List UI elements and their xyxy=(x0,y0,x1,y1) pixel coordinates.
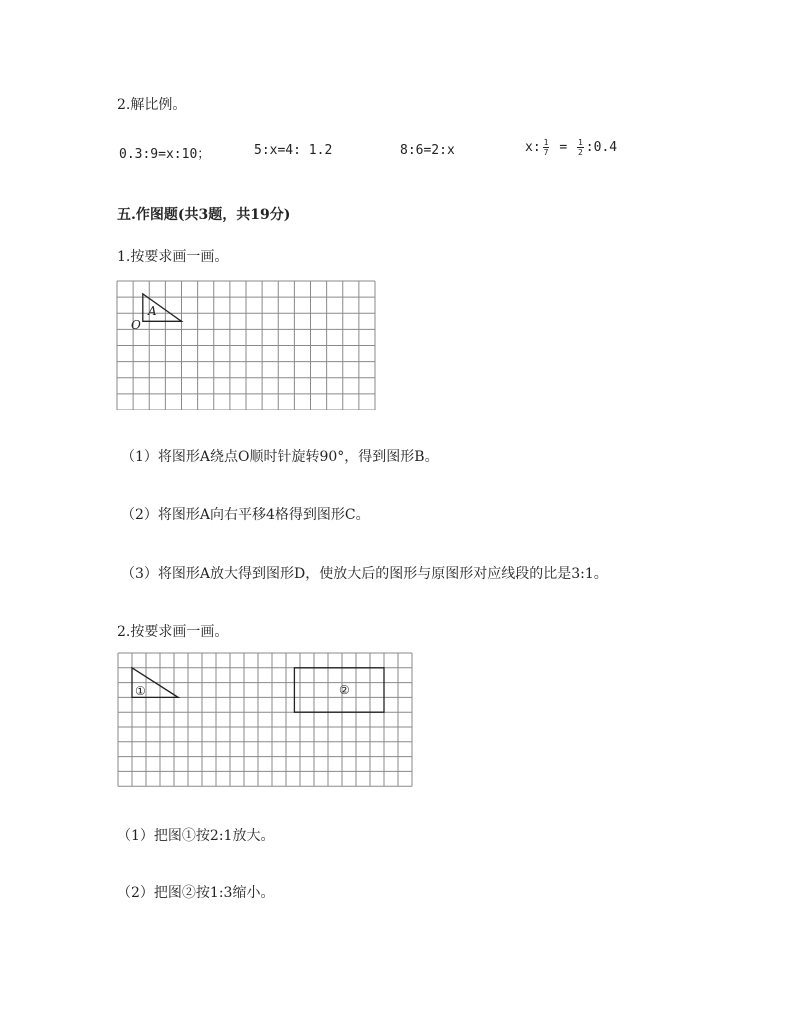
equation-2: 5:x=4: 1.2 xyxy=(254,143,333,158)
equation-4-suffix: :0.4 xyxy=(585,140,618,155)
grid-1 xyxy=(116,280,378,410)
draw-1-task-1: （1）将图形A绕点O顺时针旋转90°，得到图形B。 xyxy=(121,449,439,465)
shape-1-label: ① xyxy=(135,684,146,698)
draw-2-task-2: （2）把图②按1:3缩小。 xyxy=(117,885,275,901)
equation-1: 0.3:9=x:10； xyxy=(119,147,211,162)
equation-4-prefix: x: xyxy=(525,140,541,155)
question-2-label: 2.解比例。 xyxy=(117,97,187,113)
fraction-one-seventh xyxy=(543,138,550,157)
fraction-numerator: 1 xyxy=(543,138,549,147)
fraction-numerator: 1 xyxy=(577,138,583,147)
fraction-denominator: 2 xyxy=(577,148,583,157)
fraction-denominator: 7 xyxy=(543,148,549,157)
draw-question-1-label: 1.按要求画一画。 xyxy=(117,249,229,265)
point-o-label: O xyxy=(131,318,141,332)
equals-sign: = xyxy=(559,140,568,155)
equation-4 xyxy=(525,138,617,157)
draw-question-2-label: 2.按要求画一画。 xyxy=(117,624,229,640)
shape-a-label: A xyxy=(148,304,157,318)
draw-2-task-1: （1）把图①按2:1放大。 xyxy=(117,828,275,844)
draw-1-task-2: （2）将图形A向右平移4格得到图形C。 xyxy=(121,507,370,523)
fraction-one-half xyxy=(577,138,584,157)
shape-2-label: ② xyxy=(339,683,350,697)
grid-2 xyxy=(117,652,415,788)
draw-1-task-3: （3）将图形A放大得到图形D，使放大后的图形与原图形对应线段的比是3:1。 xyxy=(121,566,608,582)
equation-3: 8:6=2:x xyxy=(400,143,455,158)
section-title: 五.作图题(共3题，共19分) xyxy=(117,207,291,223)
